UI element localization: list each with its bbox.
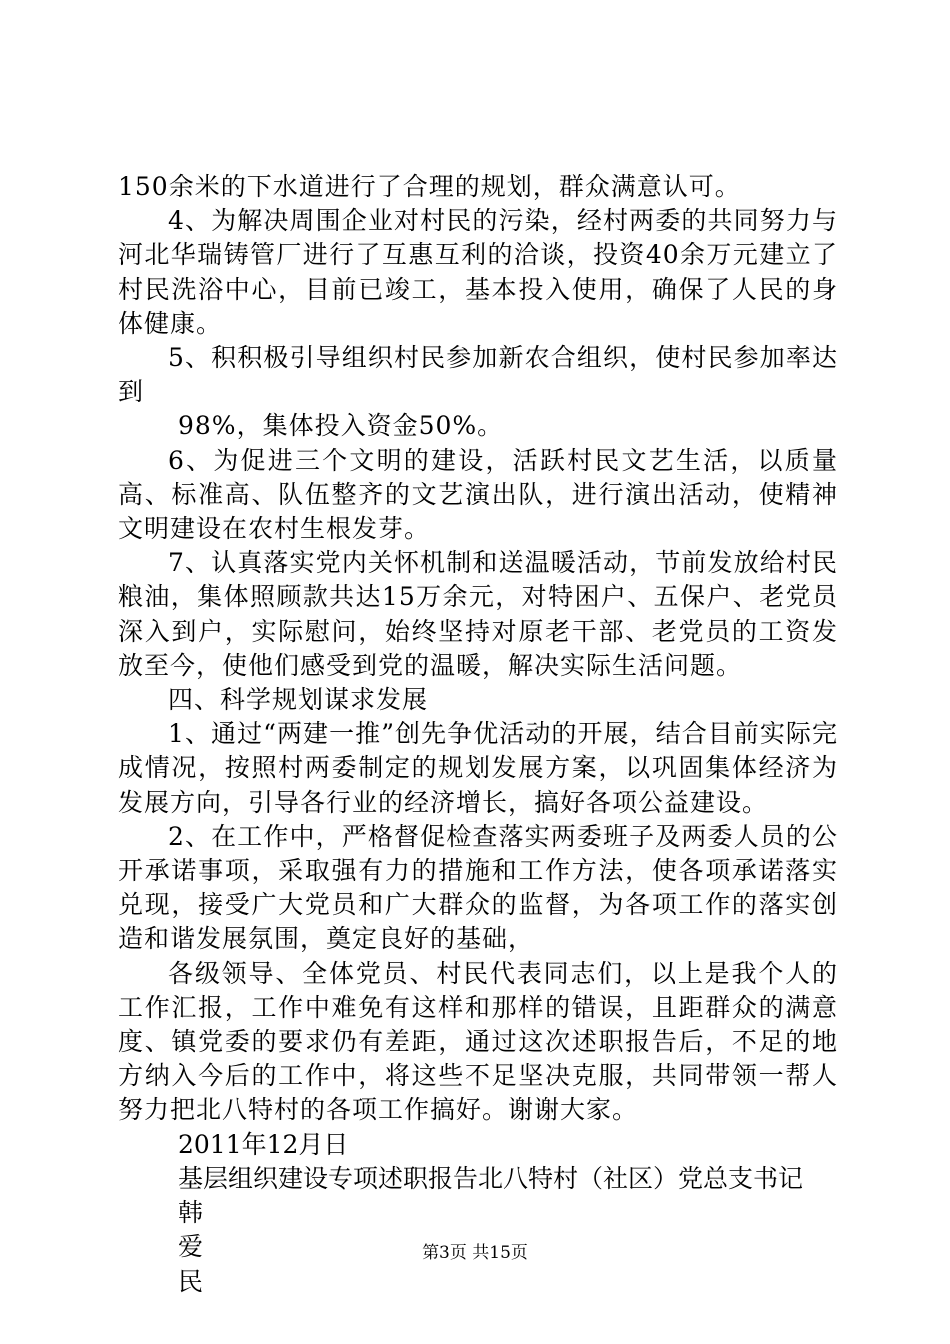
paragraph-8: 2、在工作中，严格督促检查落实两委班子及两委人员的公开承诺事项，采取强有力的措施和工作方法，使各项承诺落实兑现，接受广大党员和广大群众的监督，为各项工作的落实创造和谐发展氛围，奠定良好的基础，	[118, 821, 838, 954]
signature-char-1: 韩	[178, 1198, 205, 1228]
signature-char-3: 民	[178, 1266, 205, 1296]
paragraph-5: 6、为促进三个文明的建设，活跃村民文艺生活，以质量高、标准高、队伍整齐的文艺演出队，进行演出活动，使精神文明建设在农村生根发芽。	[118, 445, 838, 544]
paragraph-9: 各级领导、全体党员、村民代表同志们，以上是我个人的工作汇报，工作中难免有这样和那样的错误，且距群众的满意度、镇党委的要求仍有差距，通过这次述职报告后，不足的地方纳入今后的工作中，将这些不足坚决克服，共同带领一帮人努力把北八特村的各项工作搞好。谢谢大家。	[118, 958, 838, 1125]
paragraph-3: 5、积积极引导组织村民参加新农合组织，使村民参加率达到	[118, 343, 838, 407]
paragraph-2: 4、为解决周围企业对村民的污染，经村两委的共同努力与河北华瑞铸管厂进行了互惠互利的洽谈，投资40余万元建立了村民洗浴中心，目前已竣工，基本投入使用，确保了人民的身体健康。	[118, 206, 838, 338]
report-title: 基层组织建设专项述职报告北八特村（社区）党总支书记	[178, 1163, 804, 1193]
paragraph-4: 98%，集体投入资金50%。	[178, 411, 504, 441]
signature-char-2: 爱	[178, 1232, 205, 1262]
paragraph-7: 1、通过“两建一推”创先争优活动的开展，结合目前实际完成情况，按照村两委制定的规划发展方案，以巩固集体经济为发展方向，引导各行业的经济增长，搞好各项公益建设。	[118, 719, 838, 817]
document-body	[118, 170, 838, 1299]
paragraph-1: 150余米的下水道进行了合理的规划，群众满意认可。	[118, 172, 741, 201]
paragraph-6: 7、认真落实党内关怀机制和送温暖活动，节前发放给村民粮油，集体照顾款共达15万余元，对特困户、五保户、老党员深入到户，实际慰问，始终坚持对原老干部、老党员的工资发放至今，使他们感受到党的温暖，解决实际生活问题。	[118, 548, 838, 680]
report-date: 2011年12月日	[178, 1129, 349, 1159]
section-heading: 四、科学规划谋求发展	[168, 685, 429, 715]
page-footer: 第3页 共15页	[422, 1243, 528, 1263]
